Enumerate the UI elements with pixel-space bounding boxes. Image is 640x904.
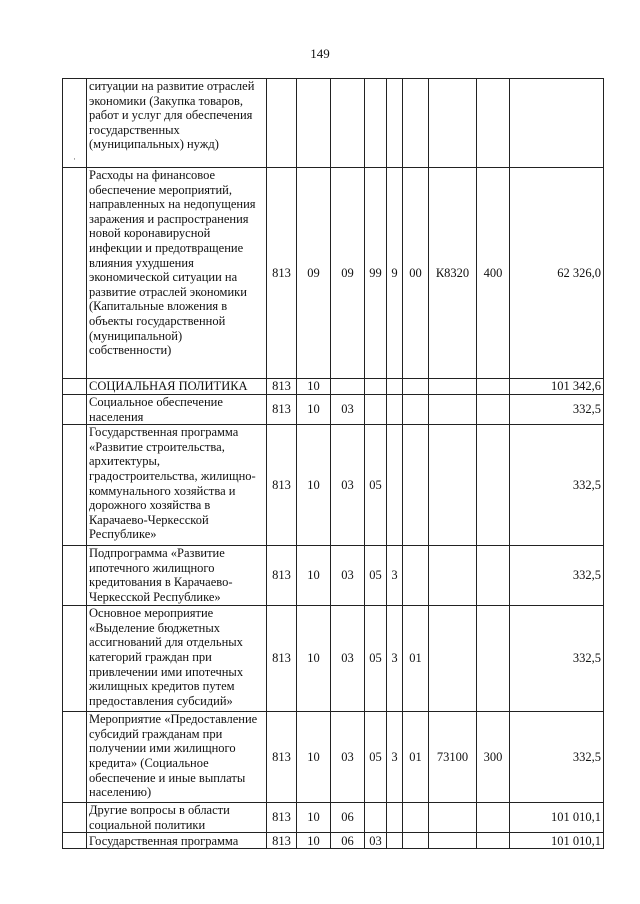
rz-cell: 09 xyxy=(297,168,331,379)
pr-cell xyxy=(331,379,365,395)
vr-cell xyxy=(477,833,510,849)
sum-cell: 332,5 xyxy=(510,546,604,606)
csr4-cell xyxy=(429,379,477,395)
row-name-cell: Основное мероприятие «Выделение бюджетных ассигнований для отдельных категорий граждан при привлечении ими ипотечных жилищных кредитов путем предоставления субсидий» xyxy=(87,606,267,712)
sum-cell xyxy=(510,79,604,168)
csr2-cell xyxy=(387,379,403,395)
csr4-cell: К8320 xyxy=(429,168,477,379)
csr2-cell: 3 xyxy=(387,546,403,606)
csr3-cell: 01 xyxy=(403,606,429,712)
csr1-cell xyxy=(365,379,387,395)
csr1-cell: 05 xyxy=(365,606,387,712)
csr3-cell xyxy=(403,395,429,425)
pr-cell: 06 xyxy=(331,833,365,849)
rz-cell: 10 xyxy=(297,712,331,803)
table-row xyxy=(63,425,604,546)
rz-cell: 10 xyxy=(297,395,331,425)
csr1-cell: 99 xyxy=(365,168,387,379)
gr-cell: 813 xyxy=(267,833,297,849)
csr4-cell xyxy=(429,79,477,168)
csr1-cell: 05 xyxy=(365,425,387,546)
budget-table xyxy=(62,78,604,849)
csr3-cell: 00 xyxy=(403,168,429,379)
pr-cell xyxy=(331,79,365,168)
csr1-cell: 03 xyxy=(365,833,387,849)
table-row xyxy=(63,833,604,849)
csr1-cell xyxy=(365,395,387,425)
pr-cell: 03 xyxy=(331,425,365,546)
gr-cell: 813 xyxy=(267,395,297,425)
csr1-cell: 05 xyxy=(365,546,387,606)
csr3-cell xyxy=(403,79,429,168)
row-name-cell: Мероприятие «Предоставление субсидий гражданам при получении ими жилищного кредита» (Социальное обеспечение и иные выплаты населению) xyxy=(87,712,267,803)
pr-cell: 06 xyxy=(331,803,365,833)
row-name-cell: ситуации на развитие отраслей экономики (Закупка товаров, работ и услуг для обеспечения государственных (муниципальных) нужд) xyxy=(87,79,267,168)
csr4-cell: 73100 xyxy=(429,712,477,803)
row-name-cell: Государственная программа «Развитие строительства, архитектуры, градостроительства, жилищно-коммунального хозяйства и дорожного хозяйства в Карачаево-Черкесской Республике» xyxy=(87,425,267,546)
row-name-cell: Государственная программа xyxy=(87,833,267,849)
vr-cell xyxy=(477,379,510,395)
table-row xyxy=(63,379,604,395)
csr4-cell xyxy=(429,833,477,849)
csr3-cell: 01 xyxy=(403,712,429,803)
rz-cell: 10 xyxy=(297,546,331,606)
csr2-cell: 3 xyxy=(387,606,403,712)
csr3-cell xyxy=(403,803,429,833)
pr-cell: 03 xyxy=(331,712,365,803)
csr2-cell xyxy=(387,425,403,546)
vr-cell: 300 xyxy=(477,712,510,803)
sum-cell: 101 342,6 xyxy=(510,379,604,395)
csr4-cell xyxy=(429,395,477,425)
row-marker-cell xyxy=(63,395,87,425)
row-name-cell: СОЦИАЛЬНАЯ ПОЛИТИКА xyxy=(87,379,267,395)
page-number: 149 xyxy=(310,46,330,61)
csr1-cell xyxy=(365,79,387,168)
row-marker-cell xyxy=(63,803,87,833)
csr3-cell xyxy=(403,379,429,395)
vr-cell xyxy=(477,606,510,712)
vr-cell xyxy=(477,79,510,168)
gr-cell xyxy=(267,79,297,168)
gr-cell: 813 xyxy=(267,606,297,712)
csr4-cell xyxy=(429,606,477,712)
row-name-cell: Расходы на финансовое обеспечение мероприятий, направленных на недопущения заражения и распространения новой коронавирусной инфекции и предотвращение влияния ухудшения экономической ситуации на развитие отраслей экономики (Капитальные вложения в объекты государственной (муниципальной) собственности) xyxy=(87,168,267,379)
row-name-cell: Социальное обеспечение населения xyxy=(87,395,267,425)
sum-cell: 101 010,1 xyxy=(510,833,604,849)
row-marker-cell xyxy=(63,79,87,168)
csr2-cell xyxy=(387,395,403,425)
csr2-cell xyxy=(387,803,403,833)
table-row xyxy=(63,712,604,803)
csr1-cell: 05 xyxy=(365,712,387,803)
gr-cell: 813 xyxy=(267,546,297,606)
sum-cell: 62 326,0 xyxy=(510,168,604,379)
vr-cell xyxy=(477,425,510,546)
pr-cell: 03 xyxy=(331,395,365,425)
vr-cell xyxy=(477,546,510,606)
sum-cell: 332,5 xyxy=(510,395,604,425)
row-name-cell: Другие вопросы в области социальной политики xyxy=(87,803,267,833)
rz-cell xyxy=(297,79,331,168)
csr3-cell xyxy=(403,833,429,849)
table-row xyxy=(63,79,604,168)
row-marker-cell xyxy=(63,833,87,849)
rz-cell: 10 xyxy=(297,606,331,712)
csr4-cell xyxy=(429,803,477,833)
csr4-cell xyxy=(429,425,477,546)
table-row xyxy=(63,395,604,425)
row-marker-cell xyxy=(63,546,87,606)
gr-cell: 813 xyxy=(267,379,297,395)
scan-mark: · xyxy=(73,154,76,165)
row-marker-cell xyxy=(63,712,87,803)
csr3-cell xyxy=(403,425,429,546)
csr4-cell xyxy=(429,546,477,606)
sum-cell: 332,5 xyxy=(510,712,604,803)
row-marker-cell xyxy=(63,168,87,379)
gr-cell: 813 xyxy=(267,803,297,833)
sum-cell: 101 010,1 xyxy=(510,803,604,833)
csr2-cell xyxy=(387,79,403,168)
table-row xyxy=(63,803,604,833)
csr3-cell xyxy=(403,546,429,606)
csr2-cell: 9 xyxy=(387,168,403,379)
sum-cell: 332,5 xyxy=(510,606,604,712)
rz-cell: 10 xyxy=(297,833,331,849)
gr-cell: 813 xyxy=(267,168,297,379)
table-row xyxy=(63,168,604,379)
sum-cell: 332,5 xyxy=(510,425,604,546)
table-row xyxy=(63,606,604,712)
pr-cell: 09 xyxy=(331,168,365,379)
row-marker-cell xyxy=(63,379,87,395)
gr-cell: 813 xyxy=(267,425,297,546)
rz-cell: 10 xyxy=(297,803,331,833)
vr-cell xyxy=(477,395,510,425)
pr-cell: 03 xyxy=(331,546,365,606)
row-marker-cell xyxy=(63,606,87,712)
vr-cell: 400 xyxy=(477,168,510,379)
gr-cell: 813 xyxy=(267,712,297,803)
rz-cell: 10 xyxy=(297,425,331,546)
pr-cell: 03 xyxy=(331,606,365,712)
csr2-cell: 3 xyxy=(387,712,403,803)
row-name-cell: Подпрограмма «Развитие ипотечного жилищного кредитования в Карачаево-Черкесской Республике» xyxy=(87,546,267,606)
csr2-cell xyxy=(387,833,403,849)
rz-cell: 10 xyxy=(297,379,331,395)
vr-cell xyxy=(477,803,510,833)
row-marker-cell xyxy=(63,425,87,546)
table-row xyxy=(63,546,604,606)
csr1-cell xyxy=(365,803,387,833)
